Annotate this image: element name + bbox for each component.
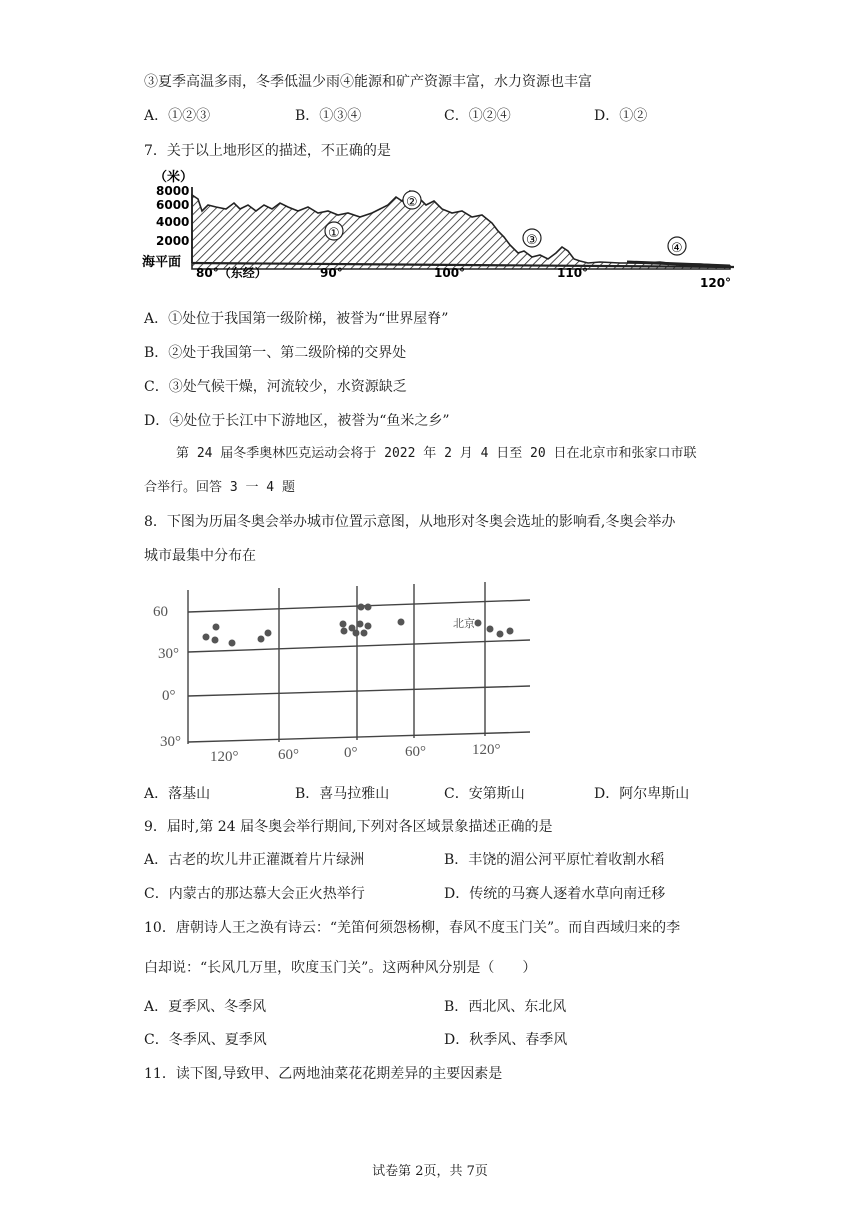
q10-option-c: C．冬季风、夏季风 <box>144 1032 267 1048</box>
profile-x-tick: 80°（东经） <box>196 266 267 280</box>
q10-option-d: D．秋季风、春季风 <box>444 1032 568 1048</box>
q10-option-b: B．西北风、东北风 <box>444 999 567 1015</box>
question-6-option-line: ③夏季高温多雨，冬季低温少雨④能源和矿产资源丰富，水力资源也丰富 <box>144 74 592 90</box>
q6-option-a: A．①②③ <box>144 108 211 124</box>
profile-y-tick: 2000 <box>156 234 190 248</box>
map-lon-label: 120° <box>472 742 501 758</box>
winter-olympics-intro-line-1: 第 24 届冬季奥林匹克运动会将于 2022 年 2 月 4 日至 20 日在北京市和张家口市联 <box>176 446 697 461</box>
q8-option-d: D．阿尔卑斯山 <box>594 786 690 802</box>
profile-y-tick: 8000 <box>156 184 190 198</box>
host-city-dot <box>229 640 236 647</box>
map-lat-label: 0° <box>162 688 176 704</box>
host-city-dot <box>358 604 365 611</box>
winter-olympics-intro-line-2: 合举行。回答 3 一 4 题 <box>144 480 295 495</box>
host-city-dot <box>361 630 368 637</box>
host-city-dot <box>213 624 220 631</box>
page-footer: 试卷第 2页，共 7页 <box>372 1164 488 1179</box>
profile-marker-4: ④ <box>671 241 683 256</box>
q6-option-c: C．①②④ <box>444 108 511 124</box>
q6-option-b: B．①③④ <box>295 108 362 124</box>
q7-option-d: D．④处位于长江中下游地区，被誉为“鱼米之乡” <box>144 413 450 429</box>
q8-option-a: A．落基山 <box>144 786 211 802</box>
host-city-dot <box>265 630 272 637</box>
terrain-profile-figure <box>140 165 735 290</box>
host-city-dot <box>357 621 364 628</box>
winter-olympics-host-map <box>150 576 540 772</box>
host-city-dot <box>258 636 265 643</box>
question-7-stem: 7．关于以上地形区的描述，不正确的是 <box>144 143 391 159</box>
map-lat-line-0 <box>188 686 530 696</box>
map-lon-label: 60° <box>278 747 299 763</box>
profile-marker-3: ③ <box>526 233 538 248</box>
question-10-line-2: 白却说：“长风几万里，吹度玉门关”。这两种风分别是（ ） <box>144 960 537 976</box>
profile-terrain-area <box>192 191 730 269</box>
q7-option-b: B．②处于我国第一、第二级阶梯的交界处 <box>144 345 407 361</box>
map-lat-label: 30° <box>160 734 181 750</box>
map-lon-label: 120° <box>210 749 239 765</box>
host-city-dot <box>212 637 219 644</box>
q9-option-c: C．内蒙古的那达慕大会正火热举行 <box>144 886 365 902</box>
map-lat-label: 60 <box>153 604 168 620</box>
host-city-dot <box>497 631 504 638</box>
map-lat-label: 30° <box>158 646 179 662</box>
q10-option-a: A．夏季风、冬季风 <box>144 999 267 1015</box>
q6-option-d: D．①② <box>594 108 648 124</box>
host-city-dot <box>341 628 348 635</box>
map-lon-label: 60° <box>405 744 426 760</box>
question-8-line-2: 城市最集中分布在 <box>144 548 256 564</box>
host-city-dot <box>340 621 347 628</box>
host-city-dot <box>487 626 494 633</box>
map-lat-line-30n <box>188 640 530 652</box>
profile-x-tick: 110° <box>557 266 589 280</box>
profile-sea-level-label: 海平面 <box>142 255 182 270</box>
host-city-dot <box>398 619 405 626</box>
host-city-dot <box>475 620 482 627</box>
profile-y-tick: 4000 <box>156 215 190 229</box>
question-11-stem: 11．读下图,导致甲、乙两地油菜花花期差异的主要因素是 <box>144 1066 503 1082</box>
host-city-dot <box>203 634 210 641</box>
host-city-dot <box>365 623 372 630</box>
q8-option-c: C．安第斯山 <box>444 786 525 802</box>
profile-x-tick: 90° <box>320 266 343 280</box>
question-10-line-1: 10．唐朝诗人王之涣有诗云：“羌笛何须怨杨柳，春风不度玉门关”。而自西域归来的李 <box>144 920 681 936</box>
host-city-dot <box>507 628 514 635</box>
host-city-dot <box>353 630 360 637</box>
q8-option-b: B．喜马拉雅山 <box>295 786 390 802</box>
host-city-dot <box>365 604 372 611</box>
q9-option-b: B．丰饶的湄公河平原忙着收割水稻 <box>444 852 665 868</box>
q7-option-c: C．③处气候干燥，河流较少，水资源缺乏 <box>144 379 407 395</box>
profile-unit-label: （米） <box>154 170 194 185</box>
q9-option-d: D．传统的马赛人逐着水草向南迁移 <box>444 886 666 902</box>
map-beijing-label: 北京 <box>453 617 475 630</box>
map-lon-label: 0° <box>344 745 358 761</box>
map-lat-line-30s <box>188 732 530 742</box>
q9-option-a: A．古老的坎儿井正灌溉着片片绿洲 <box>144 852 365 868</box>
question-9-stem: 9．届时,第 24 届冬奥会举行期间,下列对各区域景象描述正确的是 <box>144 819 553 835</box>
question-8-line-1: 8．下图为历届冬奥会举办城市位置示意图，从地形对冬奥会选址的影响看,冬奥会举办 <box>144 514 676 530</box>
profile-marker-2: ② <box>406 195 418 210</box>
profile-x-tick: 120° <box>700 276 732 290</box>
profile-y-tick: 6000 <box>156 198 190 212</box>
q7-option-a: A．①处位于我国第一级阶梯，被誉为“世界屋脊” <box>144 311 449 327</box>
profile-x-tick: 100° <box>434 266 466 280</box>
profile-marker-1: ① <box>328 226 340 241</box>
